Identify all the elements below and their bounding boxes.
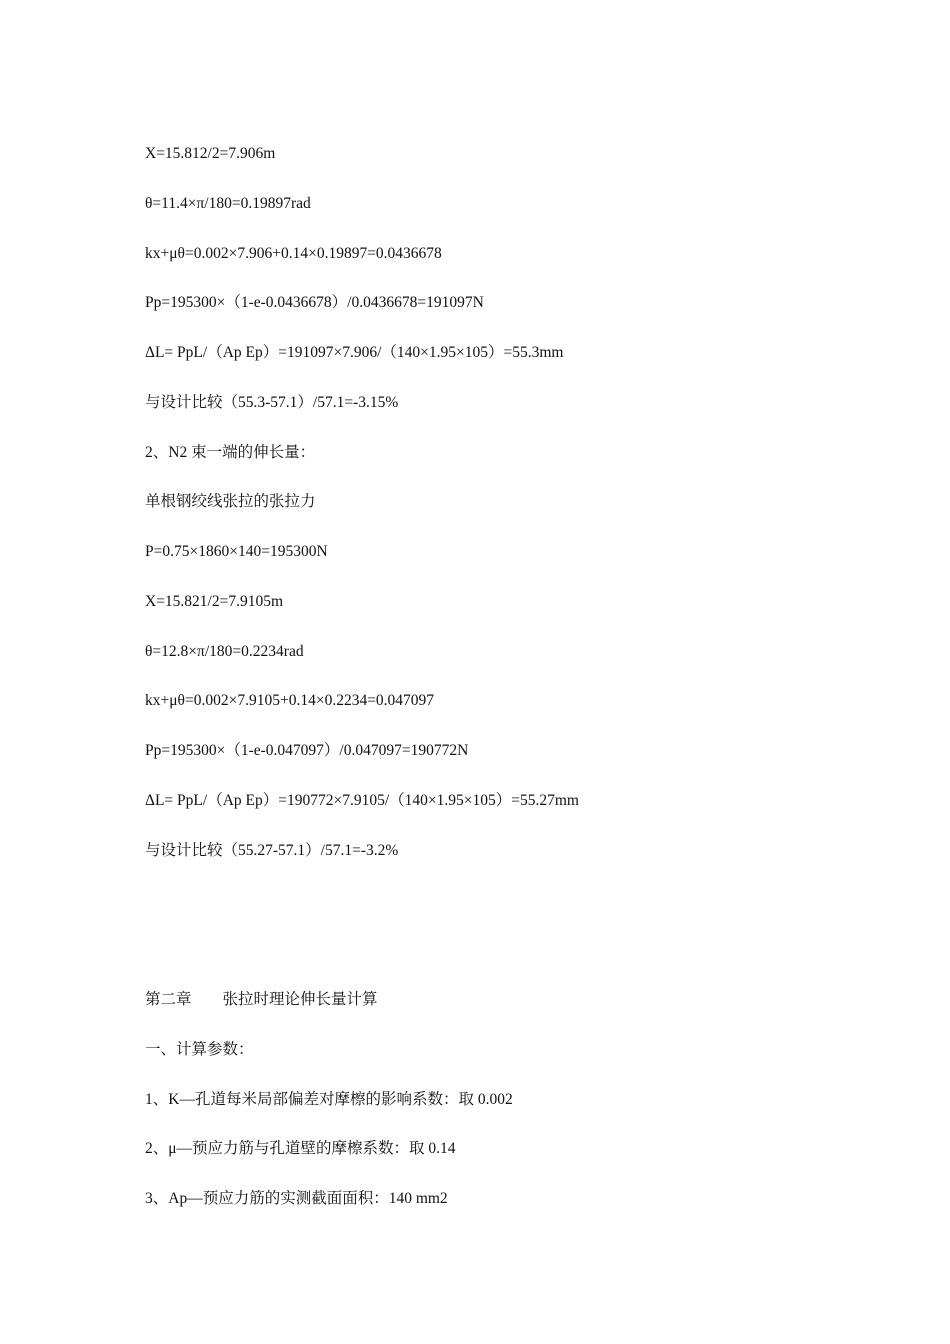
param-line-mu: 2、μ—预应力筋与孔道壁的摩檫系数：取 0.14 (145, 1140, 456, 1157)
calc-line-x-n2: X=15.821/2=7.9105m (145, 593, 284, 610)
section-heading-params: 一、计算参数： (145, 1041, 254, 1058)
calc-line-p-n2: P=0.75×1860×140=195300N (145, 543, 328, 560)
calc-line-theta-n1: θ=11.4×π/180=0.19897rad (145, 195, 311, 212)
calc-line-theta-n2: θ=12.8×π/180=0.2234rad (145, 643, 304, 660)
section-heading-n2: 2、N2 束一端的伸长量： (145, 444, 316, 461)
calc-line-compare-n2: 与设计比较（55.27-57.1）/57.1=-3.2% (145, 842, 399, 859)
calc-line-pp-n2: Pp=195300×（1-e-0.047097）/0.047097=190772N (145, 742, 469, 759)
param-line-k: 1、K—孔道每米局部偏差对摩檫的影响系数：取 0.002 (145, 1091, 513, 1108)
calc-line-pp-n1: Pp=195300×（1-e-0.0436678）/0.0436678=191097N (145, 294, 484, 311)
text-line-single-strand: 单根钢绞线张拉的张拉力 (145, 493, 316, 510)
param-line-ap: 3、Ap—预应力筋的实测截面面积：140 mm2 (145, 1190, 448, 1207)
calc-line-x-n1: X=15.812/2=7.906m (145, 145, 276, 162)
calc-line-kx-n2: kx+μθ=0.002×7.9105+0.14×0.2234=0.047097 (145, 692, 435, 709)
calc-line-kx-n1: kx+μθ=0.002×7.906+0.14×0.19897=0.0436678 (145, 245, 442, 262)
chapter-heading: 第二章 张拉时理论伸长量计算 (145, 991, 378, 1008)
calc-line-delta-l-n1: ΔL= PpL/（Ap Ep）=191097×7.906/（140×1.95×105）=55.3mm (145, 344, 564, 361)
calc-line-delta-l-n2: ΔL= PpL/（Ap Ep）=190772×7.9105/（140×1.95×105）=55.27mm (145, 792, 579, 809)
calc-line-compare-n1: 与设计比较（55.3-57.1）/57.1=-3.15% (145, 394, 399, 411)
